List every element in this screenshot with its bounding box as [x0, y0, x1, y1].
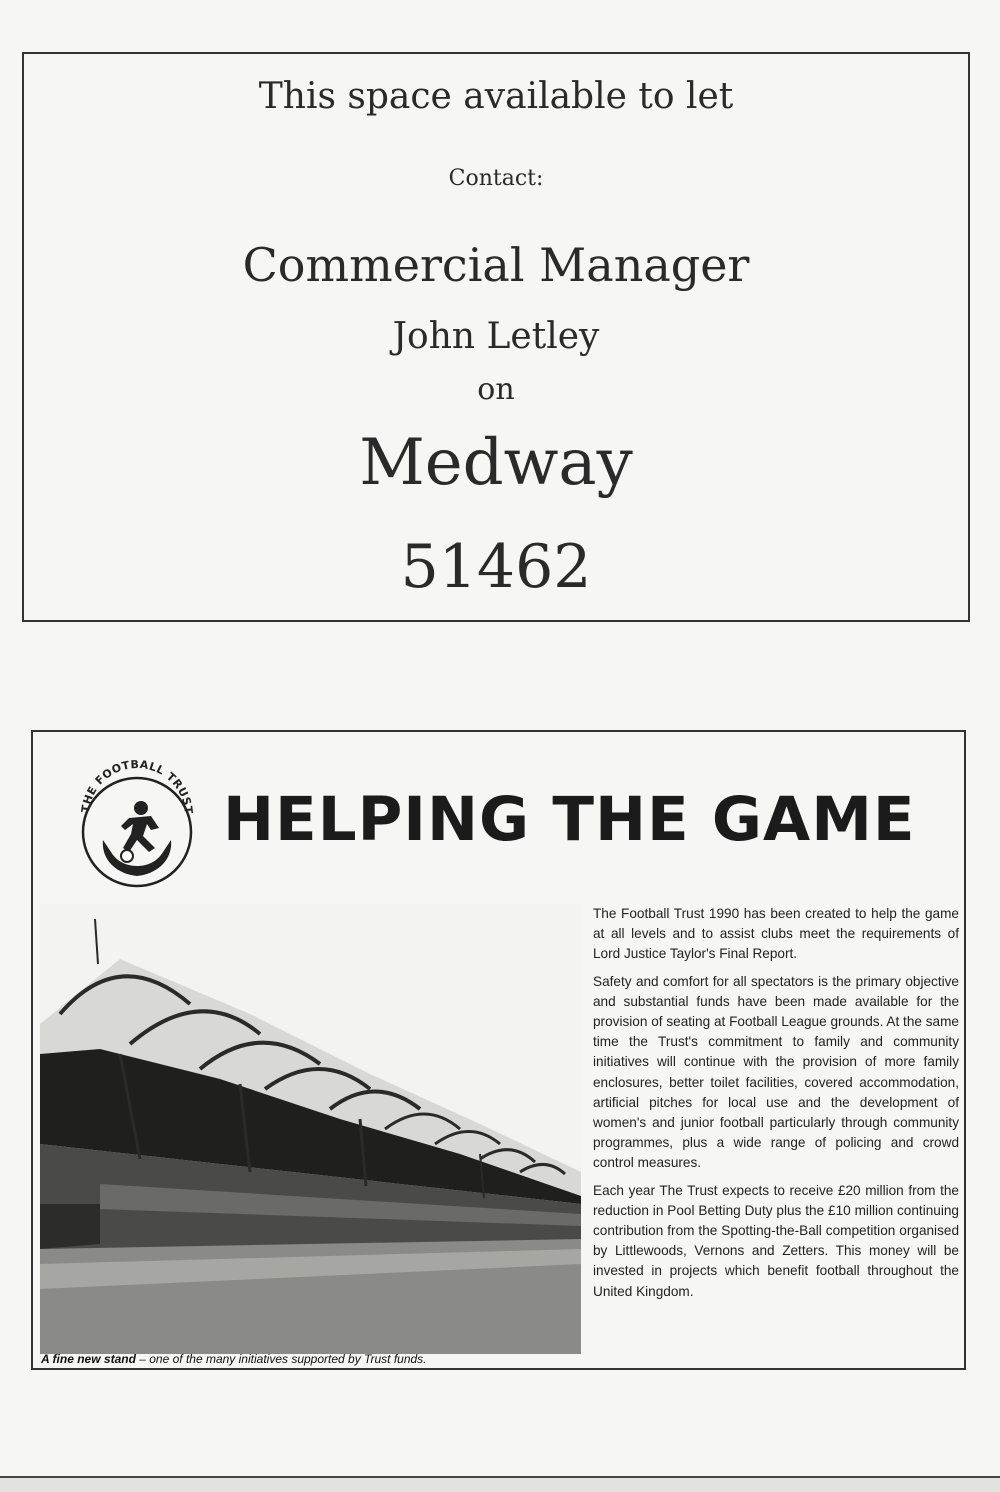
- contact-name: John Letley: [392, 316, 600, 357]
- football-trust-logo: [67, 752, 207, 892]
- paragraph: Each year The Trust expects to receive £20 million from the reduction in Pool Betting Duty plus the £10 million continuing contribution from the Spotting-the-Ball competition organised by Littlewoods, Vernons and Zetters. This money will be invested in projects which benefit football throughout the United Kingdom.: [593, 1182, 959, 1299]
- paragraph: Safety and comfort for all spectators is the primary objective and substantial funds have been made available for the provision of seating at Football League grounds. At the same time the Trust's commitment to family and community initiatives will continue with the provision of more family enclosures, better toilet facilities, covered accommodation, artificial pitches for local use and the development of women's and junior football particularly through community programmes, plus a wide range of policing and crowd control measures.: [593, 973, 959, 1171]
- phone-number: 51462: [400, 532, 592, 602]
- paragraph: The Football Trust 1990 has been created to help the game at all levels and to assist clubs meet the requirements of Lord Justice Taylor's Final Report.: [593, 906, 959, 962]
- caption-bold: A fine new stand: [41, 1352, 136, 1366]
- phone-area: Medway: [359, 426, 633, 500]
- stadium-stand-photo: [40, 904, 581, 1354]
- footballer-in-hands-icon: [103, 801, 171, 876]
- page-edge-shade: [0, 1478, 1000, 1492]
- photo-caption: [41, 1352, 427, 1366]
- logo-text: THE FOOTBALL TRUST: [79, 757, 196, 815]
- advert-box: [22, 52, 970, 622]
- contact-label: Contact:: [448, 166, 544, 191]
- body-text: [593, 904, 959, 1309]
- contact-role: Commercial Manager: [242, 238, 750, 292]
- caption-rest: – one of the many initiatives supported by Trust funds.: [135, 1352, 427, 1366]
- headline: HELPING THE GAME: [223, 784, 916, 855]
- football-trust-advert: [31, 730, 966, 1370]
- contact-on: on: [477, 372, 515, 407]
- advert-heading: This space available to let: [258, 76, 734, 117]
